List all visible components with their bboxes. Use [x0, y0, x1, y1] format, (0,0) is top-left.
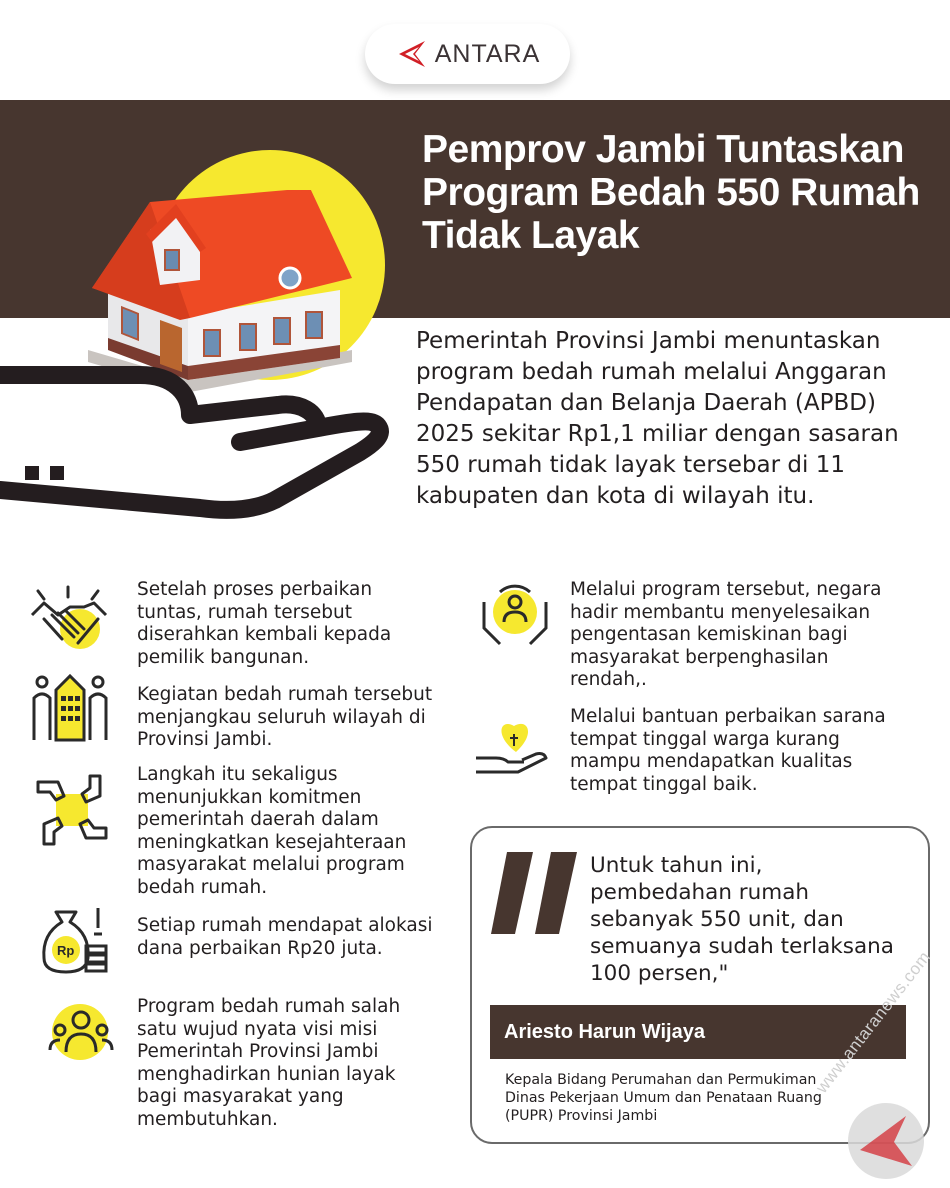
handshake-icon	[28, 585, 110, 659]
support-person-icon	[478, 582, 552, 650]
city-building-icon	[32, 668, 108, 744]
brand-logo	[365, 24, 570, 84]
quote-mark-icon	[485, 848, 581, 938]
fact-text: Setelah proses perbaikan tuntas, rumah tersebut diserahkan kembali kepada pemilik bangunan.	[137, 579, 392, 668]
watermark-logo-icon	[840, 1100, 932, 1182]
watermark-text: www.antaranews.com	[812, 947, 935, 1097]
speaker-role: Kepala Bidang Perumahan dan Permukiman Dinas Pekerjaan Umum dan Penataan Ruang (PUPR) Provinsi Jambi	[505, 1072, 822, 1124]
quote-text: Untuk tahun ini, pembedahan rumah sebanyak 550 unit, dan semuanya sudah terlaksana 100 persen,"	[590, 853, 894, 986]
page-title: Pemprov Jambi Tuntaskan Program Bedah 550 Rumah Tidak Layak	[422, 128, 920, 257]
money-bag-icon	[36, 900, 110, 978]
fact-text: Melalui program tersebut, negara hadir membantu menyelesaikan pengentasan kemiskinan bagi masyarakat berpenghasilan rendah,.	[570, 579, 882, 691]
fact-text: Kegiatan bedah rumah tersebut menjangkau seluruh wilayah di Provinsi Jambi.	[137, 684, 433, 751]
heart-hand-icon	[474, 712, 550, 780]
community-people-icon	[48, 1002, 114, 1064]
antara-logo-icon	[395, 39, 429, 69]
teamwork-hands-icon	[34, 772, 110, 848]
money-icon-label: Rp	[57, 943, 75, 958]
brand-name: ANTARA	[434, 39, 541, 68]
fact-text: Setiap rumah mendapat alokasi dana perbaikan Rp20 juta.	[137, 915, 433, 959]
fact-text: Melalui bantuan perbaikan sarana tempat tinggal warga kurang mampu mendapatkan kualitas tempat tinggal baik.	[570, 706, 886, 795]
fact-text: Program bedah rumah salah satu wujud nyata visi misi Pemerintah Provinsi Jambi menghadirkan hunian layak bagi masyarakat yang membutuhkan.	[137, 996, 401, 1130]
fact-text: Langkah itu sekaligus menunjukkan komitmen pemerintah daerah dalam meningkatkan kesejahteraan masyarakat melalui program bedah rumah.	[137, 764, 407, 898]
speaker-name: Ariesto Harun Wijaya	[490, 1005, 906, 1059]
house-on-hand-icon	[0, 190, 400, 530]
lead-paragraph: Pemerintah Provinsi Jambi menuntaskan program bedah rumah melalui Anggaran Pendapatan dan Belanja Daerah (APBD) 2025 sekitar Rp1,1 miliar dengan sasaran 550 rumah tidak layak tersebar di 11 kabupaten dan kota di wilayah itu.	[416, 328, 899, 509]
